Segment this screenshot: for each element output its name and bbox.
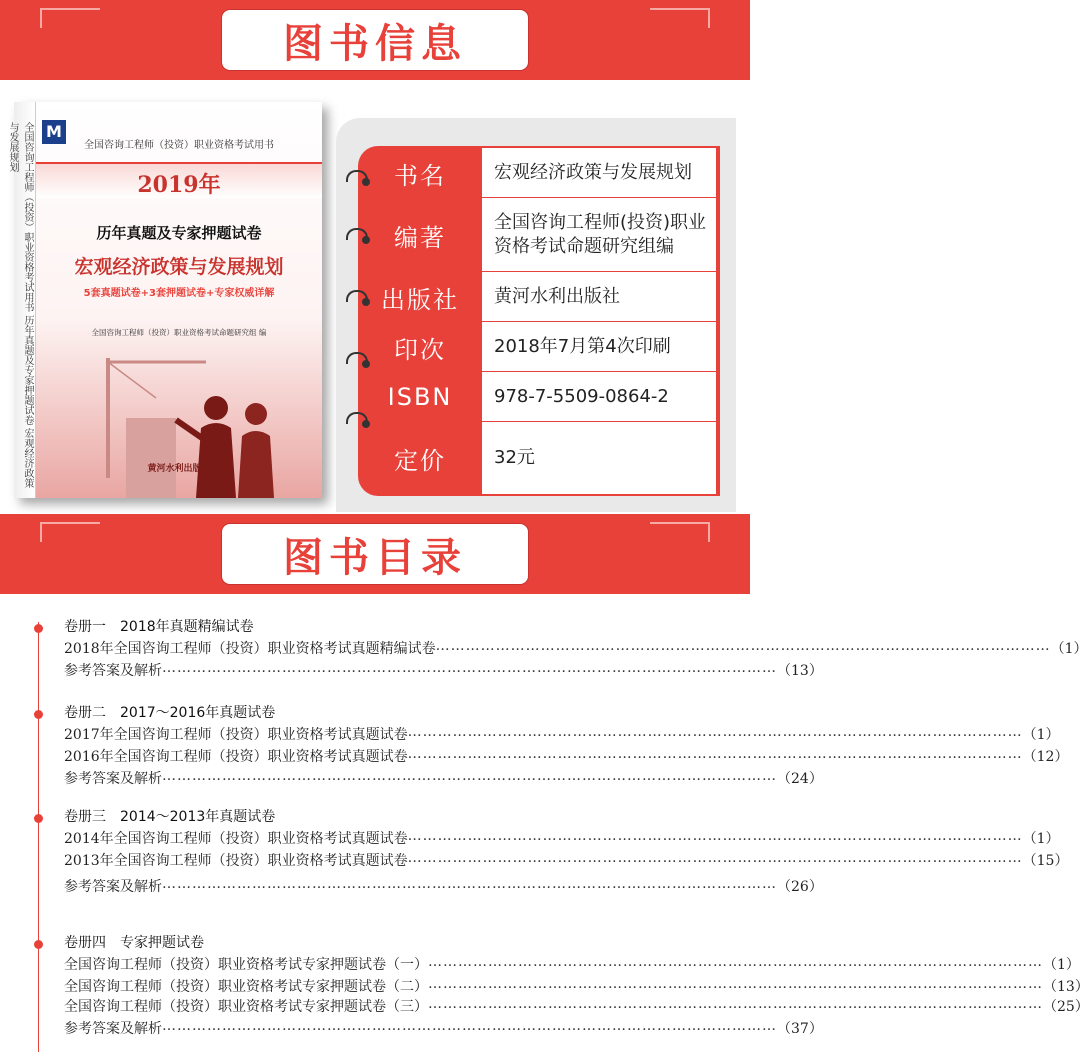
info-value: 2018年7月第4次印刷 bbox=[494, 336, 671, 357]
book-cover bbox=[7, 102, 322, 498]
toc-entry: 参考答案及解析 …………………………………………………………………………………………………………… （24） bbox=[64, 768, 712, 788]
toc-entry: 全国咨询工程师（投资）职业资格考试专家押题试卷（二） …………………………………………………………………………………………………………… （13） bbox=[64, 976, 712, 996]
toc-entry: 参考答案及解析 …………………………………………………………………………………………………………… （13） bbox=[64, 660, 712, 680]
info-key: ISBN bbox=[387, 383, 453, 411]
book-info-panel bbox=[336, 118, 736, 512]
info-value: 全国咨询工程师(投资)职业资格考试命题研究组编 bbox=[494, 212, 707, 257]
binder-hole-icon bbox=[362, 178, 370, 186]
info-value: 978-7-5509-0864-2 bbox=[494, 386, 669, 407]
toc-entry: 2018年全国咨询工程师（投资）职业资格考试真题精编试卷 …………………………………………………………………………………………………………… （1） bbox=[64, 638, 712, 658]
toc-volume-heading: 卷册四 专家押题试卷 bbox=[64, 935, 204, 951]
toc-entry: 2016年全国咨询工程师（投资）职业资格考试真题试卷 …………………………………………………………………………………………………………… （12） bbox=[64, 746, 712, 766]
toc-volume-heading: 卷册二 2017～2016年真题试卷 bbox=[64, 705, 276, 721]
book-title: 宏观经济政策与发展规划 bbox=[74, 256, 284, 278]
info-key: 定价 bbox=[394, 446, 446, 475]
info-row bbox=[358, 272, 720, 322]
toc-entry: 2013年全国咨询工程师（投资）职业资格考试真题试卷 …………………………………………………………………………………………………………… （15） bbox=[64, 850, 712, 870]
workers-silhouette-icon bbox=[96, 348, 296, 498]
book-front bbox=[36, 102, 322, 498]
toc-heading: 图书目录 bbox=[225, 527, 525, 581]
binder-hole-icon bbox=[362, 236, 370, 244]
info-row bbox=[358, 322, 720, 372]
banner-corner-decoration bbox=[650, 522, 710, 542]
info-row bbox=[358, 198, 720, 272]
toc-entry: 参考答案及解析 …………………………………………………………………………………………………………… （26） bbox=[64, 876, 712, 896]
book-publisher: 黄河水利出版社 bbox=[147, 464, 211, 474]
banner-corner-decoration bbox=[40, 8, 100, 28]
binder-hole-icon bbox=[362, 360, 370, 368]
book-subtitle: 历年真题及专家押题试卷 bbox=[96, 224, 262, 242]
toc-volume-heading: 卷册一 2018年真题精编试卷 bbox=[64, 619, 254, 635]
info-row bbox=[358, 372, 720, 422]
info-key: 书名 bbox=[394, 161, 446, 190]
toc-entry: 参考答案及解析 …………………………………………………………………………………………………………… （37） bbox=[64, 1018, 712, 1038]
book-editor: 全国咨询工程师（投资）职业资格考试命题研究组 编 bbox=[91, 328, 267, 337]
info-row bbox=[358, 148, 720, 198]
book-tagline: 5套真题试卷+3套押题试卷+专家权威详解 bbox=[83, 288, 275, 299]
publisher-logo-icon: M bbox=[42, 120, 66, 144]
book-year: 2019年 bbox=[137, 172, 221, 198]
toc-timeline bbox=[38, 622, 39, 1052]
toc-entry: 2014年全国咨询工程师（投资）职业资格考试真题试卷 …………………………………………………………………………………………………………… （1） bbox=[64, 828, 712, 848]
info-key: 印次 bbox=[394, 335, 446, 364]
book-info-banner bbox=[0, 0, 750, 80]
toc-entry: 全国咨询工程师（投资）职业资格考试专家押题试卷（一） …………………………………………………………………………………………………………… （1） bbox=[64, 954, 712, 974]
toc-dot-icon bbox=[34, 814, 43, 823]
toc-entry: 全国咨询工程师（投资）职业资格考试专家押题试卷（三） …………………………………………………………………………………………………………… （25） bbox=[64, 996, 712, 1016]
info-value: 黄河水利出版社 bbox=[494, 286, 620, 307]
toc-dot-icon bbox=[34, 940, 43, 949]
toc-banner bbox=[0, 514, 750, 594]
info-value: 宏观经济政策与发展规划 bbox=[494, 162, 692, 183]
banner-corner-decoration bbox=[650, 8, 710, 28]
toc-dot-icon bbox=[34, 710, 43, 719]
info-row bbox=[358, 422, 720, 494]
toc-entry: 2017年全国咨询工程师（投资）职业资格考试真题试卷 …………………………………………………………………………………………………………… （1） bbox=[64, 724, 712, 744]
toc-dot-icon bbox=[34, 624, 43, 633]
binder-hole-icon bbox=[362, 420, 370, 428]
book-series: 全国咨询工程师（投资）职业资格考试用书 bbox=[84, 140, 274, 151]
toc-volume-heading: 卷册三 2014～2013年真题试卷 bbox=[64, 809, 276, 825]
info-key: 出版社 bbox=[381, 285, 459, 314]
info-key: 编著 bbox=[394, 223, 446, 252]
binder-hole-icon bbox=[362, 298, 370, 306]
table-of-contents bbox=[0, 600, 1089, 1053]
book-info-heading: 图书信息 bbox=[225, 13, 525, 67]
book-spine: 全国咨询工程师（投资）职业资格考试用书 历年真题及专家押题试卷 宏观经济政策与发展规划 bbox=[14, 102, 36, 498]
banner-corner-decoration bbox=[40, 522, 100, 542]
info-value: 32元 bbox=[494, 447, 535, 468]
